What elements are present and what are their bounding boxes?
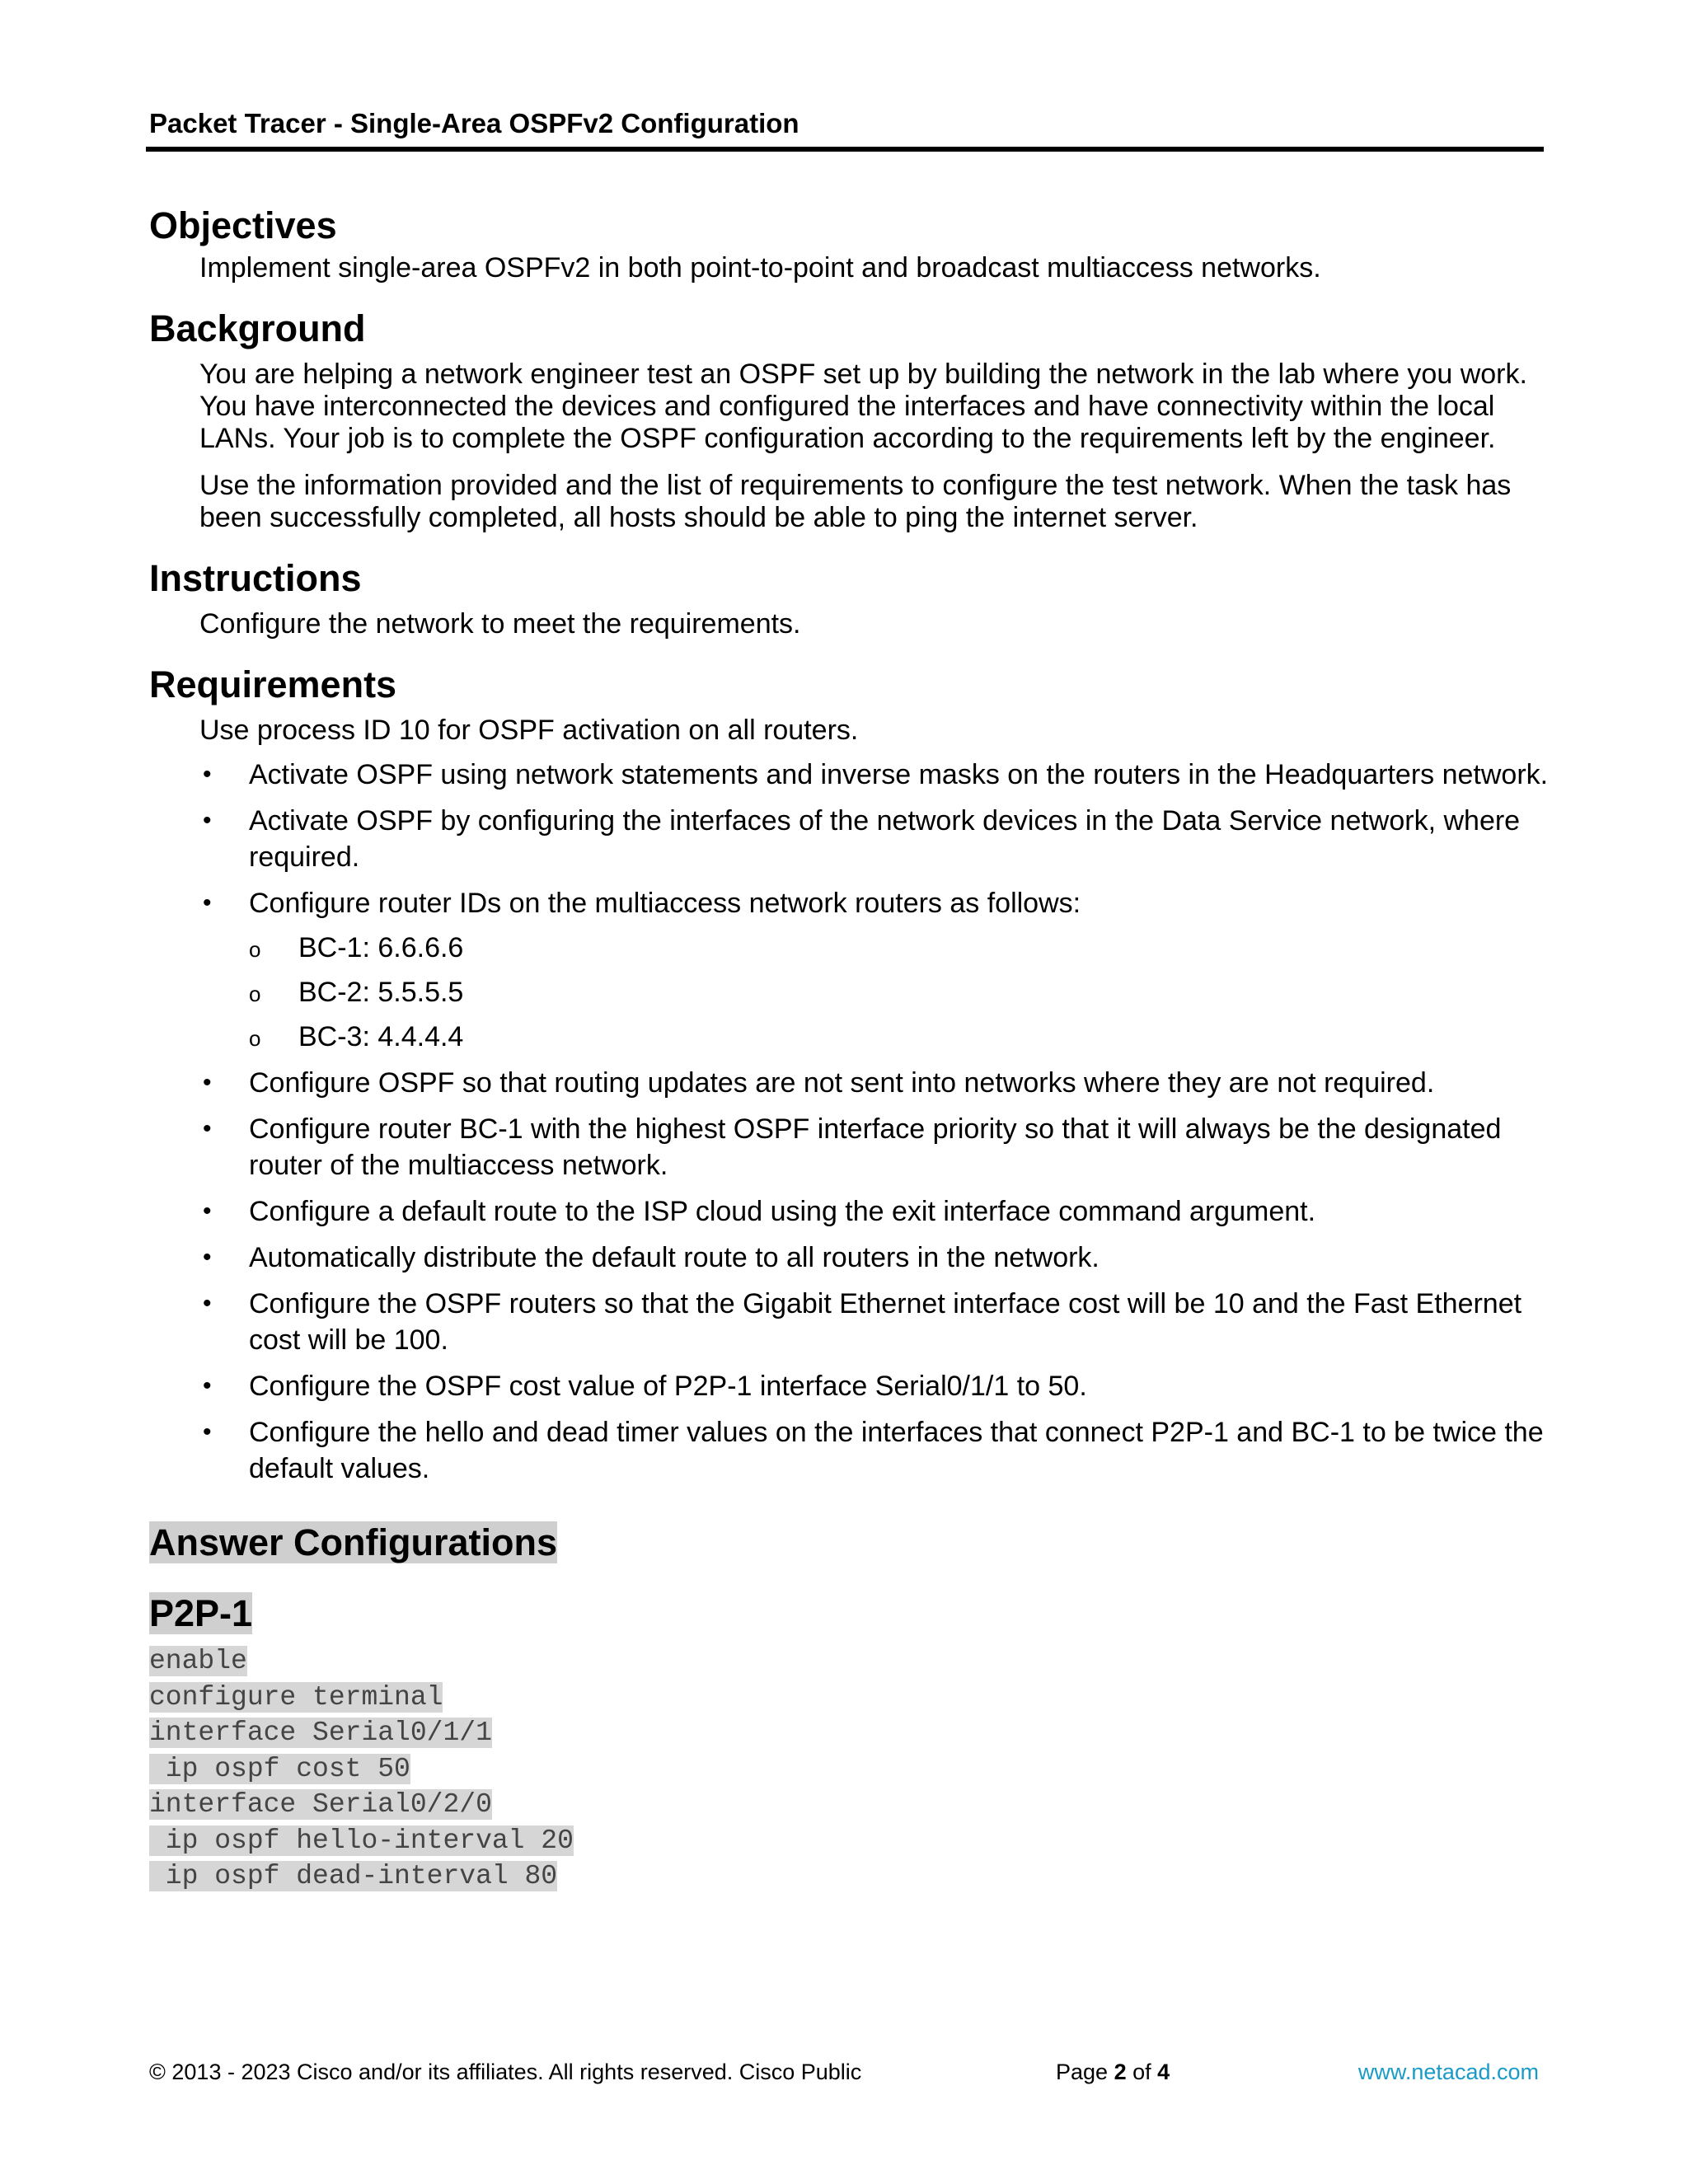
footer-page-number: Page 2 of 4 [1056,2060,1170,2084]
document-header-title: Packet Tracer - Single-Area OSPFv2 Configuration [149,108,799,138]
list-item: • Configure router IDs on the multiaccess network routers as follows: o BC-1: 6.6.6.6 o BC-2: 5.5.5.5 o BC-3: 4.4.4.4 [199,885,1550,1055]
sub-bullet-icon: o [249,982,261,1006]
bullet-icon: • [203,1197,212,1225]
objectives-text: Implement single-area OSPFv2 in both point-to-point and broadcast multiaccess networks. [199,252,1321,284]
page-footer [149,2054,1542,2090]
answer-configurations-heading: Answer Configurations [149,1521,558,1563]
list-item: • Activate OSPF by configuring the interfaces of the network devices in the Data Service network, where required. [199,803,1550,875]
objectives-heading: Objectives [149,204,337,246]
list-item: • Activate OSPF using network statements and inverse masks on the routers in the Headquarters network. [199,757,1550,793]
footer-copyright: © 2013 - 2023 Cisco and/or its affiliates. All rights reserved. Cisco Public [149,2060,862,2084]
code-line: configure terminal [149,1681,443,1713]
code-line: enable [149,1646,247,1676]
requirements-intro: Use process ID 10 for OSPF activation on all routers. [199,715,859,746]
bullet-icon: • [203,1115,212,1142]
list-item: • Configure a default route to the ISP cloud using the exit interface command argument. [199,1193,1550,1230]
sub-bullet-icon: o [249,1026,261,1051]
sub-bullet-icon: o [249,937,261,962]
bullet-icon: • [203,761,212,788]
list-item: • Configure the OSPF routers so that the Gigabit Ethernet interface cost will be 10 and the Fast Ethernet cost will be 100. [199,1286,1550,1358]
list-item: • Automatically distribute the default route to all routers in the network. [199,1240,1550,1276]
document-body [149,203,1550,1895]
list-item: • Configure the OSPF cost value of P2P-1 interface Serial0/1/1 to 50. [199,1368,1550,1404]
config-code-block [149,1643,1550,1895]
bullet-icon: • [203,1290,212,1317]
requirements-list [149,757,1550,1487]
router-id-list [249,930,1550,1055]
bullet-icon: • [203,1069,212,1096]
code-line: interface Serial0/1/1 [149,1718,492,1748]
list-item: • Configure the hello and dead timer values on the interfaces that connect P2P-1 and BC-1 to be twice the default values. [199,1414,1550,1487]
router-id-item: o BC-1: 6.6.6.6 [249,930,1550,966]
bullet-icon: • [203,1418,212,1446]
list-item: • Configure OSPF so that routing updates are not sent into networks where they are not required. [199,1065,1550,1101]
code-line: ip ospf hello-interval 20 [149,1825,574,1856]
code-line: ip ospf dead-interval 80 [149,1861,558,1891]
requirements-heading: Requirements [149,663,397,705]
background-paragraph-2: Use the information provided and the list of requirements to configure the test network. When the task has been successfully completed, all hosts should be able to ping the internet server. [199,470,1512,533]
router-id-item: o BC-3: 4.4.4.4 [249,1019,1550,1055]
code-line: interface Serial0/2/0 [149,1789,492,1820]
bullet-icon: • [203,807,212,834]
footer-link-netacad[interactable]: www.netacad.com [1357,2060,1539,2084]
code-line: ip ospf cost 50 [149,1753,410,1784]
bullet-icon: • [203,1244,212,1271]
background-paragraph-1: You are helping a network engineer test an OSPF set up by building the network in the lab where you work. You have interconnected the devices and configured the interfaces and have connectivity within the local LANs. Your job is to complete the OSPF configuration according to the requirements left by the engineer. [199,359,1527,454]
header-rule [146,147,1544,152]
instructions-heading: Instructions [149,557,362,599]
background-heading: Background [149,307,366,349]
router-id-item: o BC-2: 5.5.5.5 [249,974,1550,1010]
bullet-icon: • [203,1372,212,1399]
instructions-text: Configure the network to meet the requirements. [199,608,801,640]
device-heading-p2p-1: P2P-1 [149,1592,253,1634]
list-item: • Configure router BC-1 with the highest OSPF interface priority so that it will always be the designated router of the multiaccess network. [199,1111,1550,1183]
bullet-icon: • [203,889,212,916]
